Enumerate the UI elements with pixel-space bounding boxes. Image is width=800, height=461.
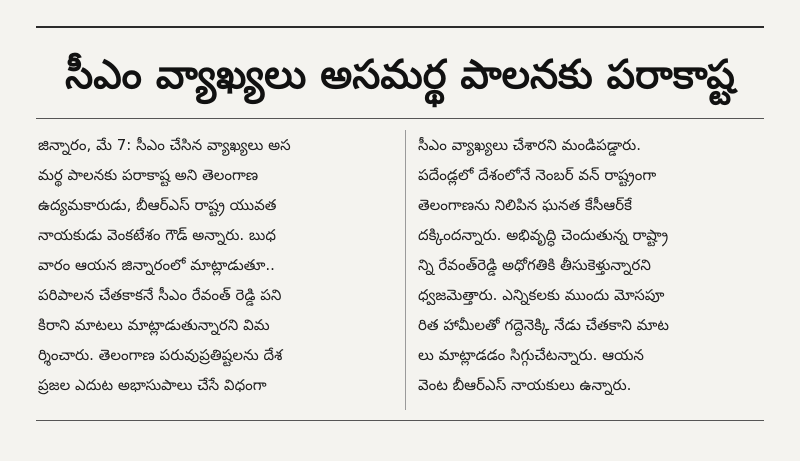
body-line: లు మాట్లాడడం సిగ్గుచేటన్నారు. ఆయన xyxy=(418,346,644,364)
body-line: ప్రజల ఎదుట అభాసుపాలు చేసే విధంగా xyxy=(38,376,267,394)
body-line: రిత హామీలతో గద్దెనెక్కి నేడు చేతకాని మాట xyxy=(418,316,669,334)
body-line: ధ్వజమెత్తారు. ఎన్నికలకు ముందు మోసపూ xyxy=(418,286,665,304)
cropped-previous-article xyxy=(0,0,800,26)
body-line: పరిపాలన చేతకాకనే సీఎం రేవంత్ రెడ్డి పని xyxy=(38,286,282,304)
article-column-right xyxy=(418,130,764,412)
top-rule xyxy=(36,26,764,28)
article-column-left xyxy=(38,130,396,412)
body-line: ర్శించారు. తెలంగాణ పరువుప్రతిష్టలను దేశ xyxy=(38,346,283,364)
body-line: తెలంగాణను నిలిపిన ఘనత కేసీఆర్‌కే xyxy=(418,196,632,214)
body-line: జిన్నారం, మే 7: సీఎం చేసిన వ్యాఖ్యలు అస xyxy=(38,136,291,154)
body-line: పదేండ్లలో దేశంలోనే నెంబర్ వన్ రాష్ట్రంగా xyxy=(418,166,657,184)
body-line: వెంట బీఆర్ఎస్ నాయకులు ఉన్నారు. xyxy=(418,376,632,394)
body-line: న్ని రేవంత్‌రెడ్డి అధోగతికి తీసుకెళ్తున్నారని xyxy=(418,256,651,274)
body-line: ఉద్యమకారుడు, బీఆర్ఎస్ రాష్ట్ర యువత xyxy=(38,196,277,214)
headline-rule xyxy=(36,118,764,119)
body-line: కిరాని మాటలు మాట్లాడుతున్నారని విమ xyxy=(38,316,270,334)
body-line: మర్థ పాలనకు పరాకాష్ట అని తెలంగాణ xyxy=(38,166,259,184)
body-line: వారం ఆయన జిన్నారంలో మాట్లాడుతూ.. xyxy=(38,256,275,274)
bottom-rule xyxy=(36,420,764,421)
body-line: సీఎం వ్యాఖ్యలు చేశారని మండిపడ్డారు. xyxy=(418,136,641,154)
column-divider xyxy=(405,130,406,410)
body-line: దక్కిందన్నారు. అభివృద్ధి చెందుతున్న రాష్ట్రా xyxy=(418,226,669,244)
cropped-next-article xyxy=(0,430,800,461)
article-headline: సీఎం వ్యాఖ్యలు అసమర్థ పాలనకు పరాకాష్ట xyxy=(65,52,735,98)
body-line: నాయకుడు వెంకటేశం గౌడ్ అన్నారు. బుధ xyxy=(38,226,276,244)
